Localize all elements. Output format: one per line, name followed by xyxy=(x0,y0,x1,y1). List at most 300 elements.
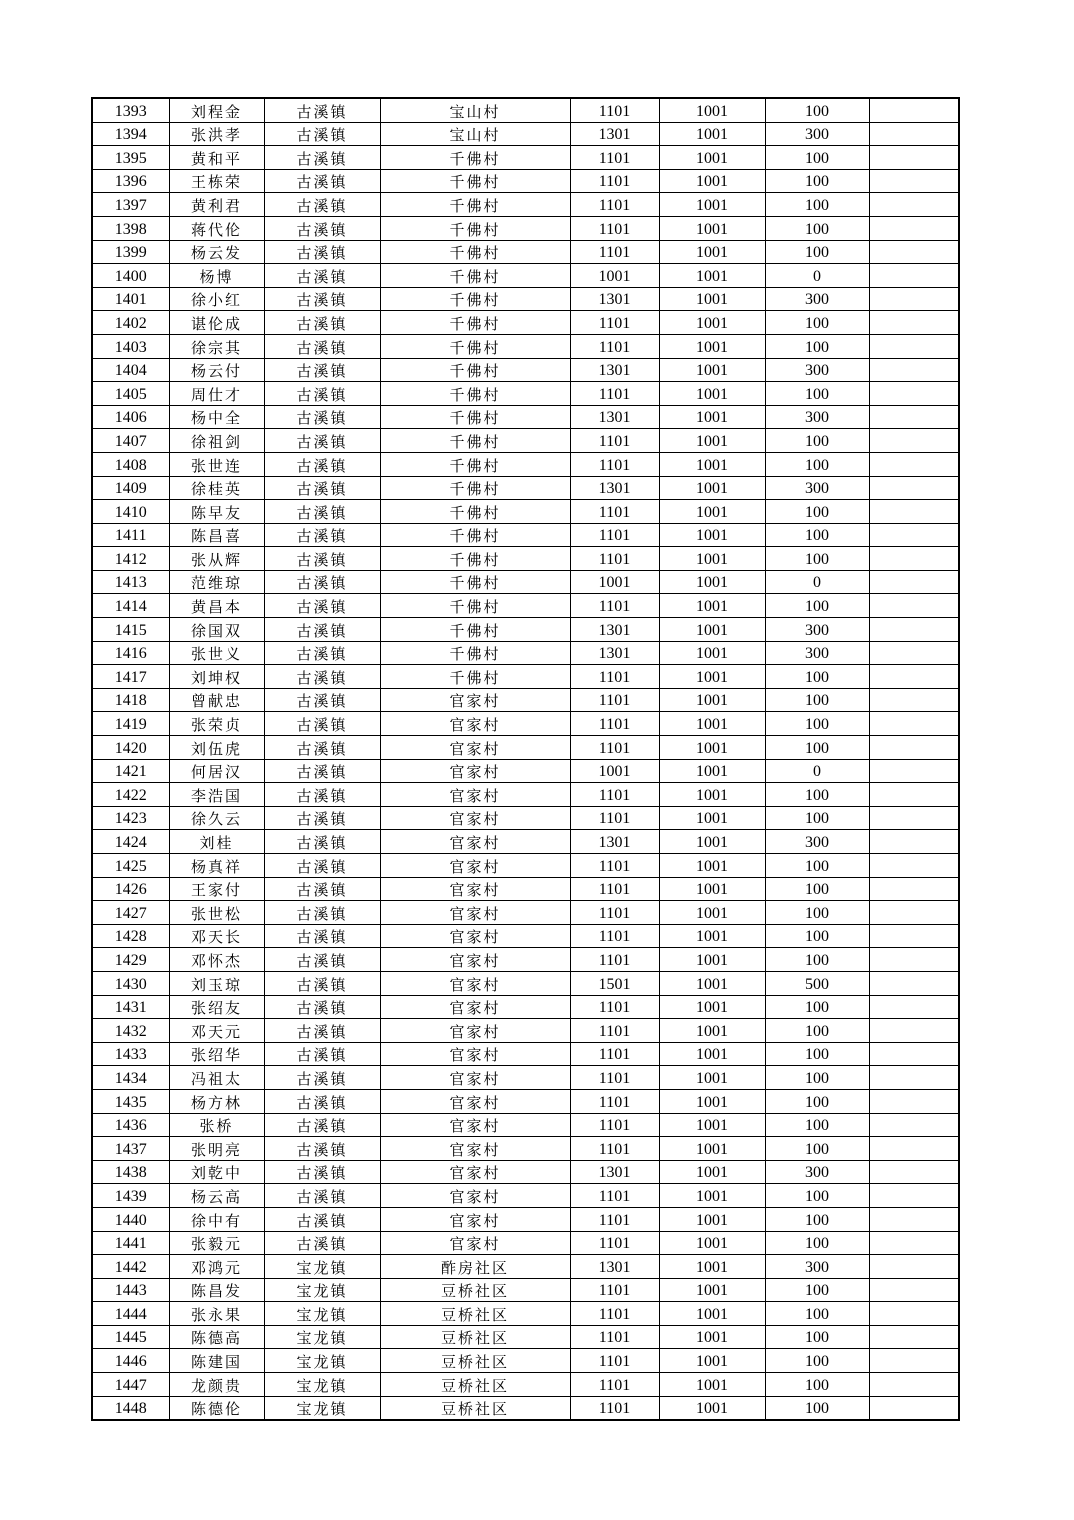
name-cell: 张绍友 xyxy=(169,995,264,1019)
code-b-cell: 1001 xyxy=(659,334,765,358)
remark-cell xyxy=(869,948,959,972)
name-cell: 黄利君 xyxy=(169,193,264,217)
name-cell: 李浩国 xyxy=(169,783,264,807)
town-cell: 古溪镇 xyxy=(264,948,380,972)
name-cell: 冯祖太 xyxy=(169,1066,264,1090)
code-b-cell: 1001 xyxy=(659,1019,765,1043)
table-row xyxy=(92,971,959,995)
village-cell: 官家村 xyxy=(380,688,570,712)
amount-cell: 100 xyxy=(765,1184,869,1208)
remark-cell xyxy=(869,1325,959,1349)
village-cell: 豆桥社区 xyxy=(380,1349,570,1373)
code-a-cell: 1101 xyxy=(570,854,659,878)
name-cell: 周仕才 xyxy=(169,382,264,406)
name-cell: 刘坤权 xyxy=(169,665,264,689)
village-cell: 千佛村 xyxy=(380,594,570,618)
amount-cell: 100 xyxy=(765,712,869,736)
name-cell: 徐小红 xyxy=(169,287,264,311)
village-cell: 官家村 xyxy=(380,830,570,854)
amount-cell: 300 xyxy=(765,476,869,500)
code-b-cell: 1001 xyxy=(659,641,765,665)
remark-cell xyxy=(869,146,959,170)
amount-cell: 100 xyxy=(765,1302,869,1326)
village-cell: 千佛村 xyxy=(380,240,570,264)
code-a-cell: 1101 xyxy=(570,523,659,547)
amount-cell: 100 xyxy=(765,334,869,358)
amount-cell: 100 xyxy=(765,429,869,453)
code-b-cell: 1001 xyxy=(659,1302,765,1326)
name-cell: 徐久云 xyxy=(169,806,264,830)
index-cell: 1415 xyxy=(92,618,169,642)
remark-cell xyxy=(869,971,959,995)
index-cell: 1404 xyxy=(92,358,169,382)
village-cell: 千佛村 xyxy=(380,452,570,476)
code-b-cell: 1001 xyxy=(659,971,765,995)
remark-cell xyxy=(869,334,959,358)
name-cell: 张洪孝 xyxy=(169,122,264,146)
town-cell: 古溪镇 xyxy=(264,240,380,264)
index-cell: 1417 xyxy=(92,665,169,689)
town-cell: 古溪镇 xyxy=(264,1137,380,1161)
code-a-cell: 1101 xyxy=(570,995,659,1019)
name-cell: 陈德伦 xyxy=(169,1396,264,1420)
name-cell: 邓天长 xyxy=(169,924,264,948)
amount-cell: 100 xyxy=(765,1113,869,1137)
code-a-cell: 1101 xyxy=(570,500,659,524)
town-cell: 古溪镇 xyxy=(264,146,380,170)
remark-cell xyxy=(869,1207,959,1231)
name-cell: 何居汉 xyxy=(169,759,264,783)
code-a-cell: 1101 xyxy=(570,1113,659,1137)
table-row xyxy=(92,240,959,264)
code-b-cell: 1001 xyxy=(659,736,765,760)
remark-cell xyxy=(869,405,959,429)
table-row xyxy=(92,122,959,146)
remark-cell xyxy=(869,854,959,878)
town-cell: 古溪镇 xyxy=(264,1113,380,1137)
index-cell: 1444 xyxy=(92,1302,169,1326)
table-row xyxy=(92,570,959,594)
village-cell: 豆桥社区 xyxy=(380,1396,570,1420)
remark-cell xyxy=(869,523,959,547)
amount-cell: 100 xyxy=(765,924,869,948)
code-a-cell: 1301 xyxy=(570,358,659,382)
amount-cell: 100 xyxy=(765,806,869,830)
index-cell: 1408 xyxy=(92,452,169,476)
table-row xyxy=(92,523,959,547)
table-row xyxy=(92,665,959,689)
amount-cell: 300 xyxy=(765,1255,869,1279)
index-cell: 1400 xyxy=(92,264,169,288)
code-a-cell: 1101 xyxy=(570,1325,659,1349)
code-b-cell: 1001 xyxy=(659,1184,765,1208)
remark-cell xyxy=(869,122,959,146)
village-cell: 千佛村 xyxy=(380,547,570,571)
index-cell: 1435 xyxy=(92,1089,169,1113)
index-cell: 1399 xyxy=(92,240,169,264)
index-cell: 1432 xyxy=(92,1019,169,1043)
remark-cell xyxy=(869,429,959,453)
village-cell: 千佛村 xyxy=(380,358,570,382)
table-row xyxy=(92,382,959,406)
code-b-cell: 1001 xyxy=(659,1137,765,1161)
code-b-cell: 1001 xyxy=(659,1325,765,1349)
code-a-cell: 1101 xyxy=(570,806,659,830)
code-a-cell: 1301 xyxy=(570,476,659,500)
code-b-cell: 1001 xyxy=(659,783,765,807)
code-a-cell: 1101 xyxy=(570,1042,659,1066)
town-cell: 宝龙镇 xyxy=(264,1278,380,1302)
town-cell: 古溪镇 xyxy=(264,1019,380,1043)
index-cell: 1447 xyxy=(92,1373,169,1397)
table-row xyxy=(92,1396,959,1420)
village-cell: 官家村 xyxy=(380,1066,570,1090)
index-cell: 1403 xyxy=(92,334,169,358)
name-cell: 黄昌本 xyxy=(169,594,264,618)
town-cell: 古溪镇 xyxy=(264,358,380,382)
remark-cell xyxy=(869,783,959,807)
code-b-cell: 1001 xyxy=(659,523,765,547)
index-cell: 1397 xyxy=(92,193,169,217)
amount-cell: 100 xyxy=(765,1089,869,1113)
remark-cell xyxy=(869,1231,959,1255)
data-table xyxy=(91,97,960,1421)
code-a-cell: 1101 xyxy=(570,783,659,807)
code-a-cell: 1301 xyxy=(570,405,659,429)
village-cell: 千佛村 xyxy=(380,500,570,524)
code-a-cell: 1101 xyxy=(570,216,659,240)
amount-cell: 100 xyxy=(765,1042,869,1066)
village-cell: 官家村 xyxy=(380,1184,570,1208)
index-cell: 1441 xyxy=(92,1231,169,1255)
name-cell: 刘程金 xyxy=(169,98,264,122)
town-cell: 古溪镇 xyxy=(264,688,380,712)
amount-cell: 100 xyxy=(765,1396,869,1420)
town-cell: 古溪镇 xyxy=(264,1042,380,1066)
table-row xyxy=(92,311,959,335)
town-cell: 古溪镇 xyxy=(264,901,380,925)
name-cell: 陈早友 xyxy=(169,500,264,524)
town-cell: 古溪镇 xyxy=(264,1184,380,1208)
town-cell: 古溪镇 xyxy=(264,594,380,618)
name-cell: 陈德高 xyxy=(169,1325,264,1349)
table-row xyxy=(92,806,959,830)
index-cell: 1426 xyxy=(92,877,169,901)
index-cell: 1420 xyxy=(92,736,169,760)
amount-cell: 100 xyxy=(765,452,869,476)
index-cell: 1439 xyxy=(92,1184,169,1208)
name-cell: 张明亮 xyxy=(169,1137,264,1161)
table-row xyxy=(92,830,959,854)
index-cell: 1418 xyxy=(92,688,169,712)
remark-cell xyxy=(869,924,959,948)
amount-cell: 100 xyxy=(765,877,869,901)
table-row xyxy=(92,1113,959,1137)
village-cell: 酢房社区 xyxy=(380,1255,570,1279)
name-cell: 杨真祥 xyxy=(169,854,264,878)
village-cell: 千佛村 xyxy=(380,429,570,453)
code-b-cell: 1001 xyxy=(659,382,765,406)
table-row xyxy=(92,1066,959,1090)
code-b-cell: 1001 xyxy=(659,901,765,925)
remark-cell xyxy=(869,665,959,689)
town-cell: 宝龙镇 xyxy=(264,1302,380,1326)
amount-cell: 300 xyxy=(765,618,869,642)
town-cell: 古溪镇 xyxy=(264,523,380,547)
town-cell: 古溪镇 xyxy=(264,311,380,335)
name-cell: 陈建国 xyxy=(169,1349,264,1373)
table-row xyxy=(92,688,959,712)
town-cell: 宝龙镇 xyxy=(264,1349,380,1373)
town-cell: 古溪镇 xyxy=(264,429,380,453)
code-a-cell: 1101 xyxy=(570,1089,659,1113)
code-a-cell: 1101 xyxy=(570,452,659,476)
index-cell: 1433 xyxy=(92,1042,169,1066)
remark-cell xyxy=(869,1160,959,1184)
town-cell: 古溪镇 xyxy=(264,334,380,358)
code-b-cell: 1001 xyxy=(659,193,765,217)
village-cell: 官家村 xyxy=(380,759,570,783)
remark-cell xyxy=(869,500,959,524)
table-row xyxy=(92,1349,959,1373)
table-body xyxy=(92,98,959,1420)
remark-cell xyxy=(869,736,959,760)
amount-cell: 100 xyxy=(765,688,869,712)
table-row xyxy=(92,98,959,122)
code-a-cell: 1101 xyxy=(570,240,659,264)
village-cell: 豆桥社区 xyxy=(380,1302,570,1326)
village-cell: 官家村 xyxy=(380,1113,570,1137)
table-row xyxy=(92,924,959,948)
amount-cell: 0 xyxy=(765,570,869,594)
index-cell: 1411 xyxy=(92,523,169,547)
table-row xyxy=(92,877,959,901)
remark-cell xyxy=(869,1373,959,1397)
index-cell: 1394 xyxy=(92,122,169,146)
town-cell: 古溪镇 xyxy=(264,500,380,524)
amount-cell: 100 xyxy=(765,98,869,122)
amount-cell: 100 xyxy=(765,240,869,264)
village-cell: 千佛村 xyxy=(380,641,570,665)
name-cell: 邓鸿元 xyxy=(169,1255,264,1279)
code-a-cell: 1101 xyxy=(570,429,659,453)
name-cell: 杨中全 xyxy=(169,405,264,429)
table-row xyxy=(92,1160,959,1184)
index-cell: 1431 xyxy=(92,995,169,1019)
code-b-cell: 1001 xyxy=(659,98,765,122)
remark-cell xyxy=(869,759,959,783)
amount-cell: 100 xyxy=(765,1231,869,1255)
table-row xyxy=(92,358,959,382)
name-cell: 张世松 xyxy=(169,901,264,925)
code-b-cell: 1001 xyxy=(659,1207,765,1231)
remark-cell xyxy=(869,688,959,712)
table-row xyxy=(92,264,959,288)
village-cell: 千佛村 xyxy=(380,193,570,217)
code-b-cell: 1001 xyxy=(659,712,765,736)
town-cell: 古溪镇 xyxy=(264,122,380,146)
remark-cell xyxy=(869,1089,959,1113)
name-cell: 王栋荣 xyxy=(169,169,264,193)
remark-cell xyxy=(869,1137,959,1161)
code-a-cell: 1001 xyxy=(570,570,659,594)
name-cell: 邓怀杰 xyxy=(169,948,264,972)
code-a-cell: 1101 xyxy=(570,688,659,712)
code-b-cell: 1001 xyxy=(659,854,765,878)
amount-cell: 100 xyxy=(765,1019,869,1043)
village-cell: 千佛村 xyxy=(380,570,570,594)
amount-cell: 0 xyxy=(765,264,869,288)
index-cell: 1395 xyxy=(92,146,169,170)
remark-cell xyxy=(869,452,959,476)
table-row xyxy=(92,1373,959,1397)
code-b-cell: 1001 xyxy=(659,759,765,783)
amount-cell: 300 xyxy=(765,830,869,854)
village-cell: 豆桥社区 xyxy=(380,1278,570,1302)
amount-cell: 300 xyxy=(765,287,869,311)
village-cell: 官家村 xyxy=(380,1231,570,1255)
remark-cell xyxy=(869,240,959,264)
amount-cell: 100 xyxy=(765,854,869,878)
name-cell: 杨云高 xyxy=(169,1184,264,1208)
table-row xyxy=(92,405,959,429)
amount-cell: 100 xyxy=(765,193,869,217)
code-b-cell: 1001 xyxy=(659,264,765,288)
table-row xyxy=(92,1255,959,1279)
code-a-cell: 1101 xyxy=(570,736,659,760)
code-b-cell: 1001 xyxy=(659,169,765,193)
index-cell: 1437 xyxy=(92,1137,169,1161)
town-cell: 古溪镇 xyxy=(264,736,380,760)
village-cell: 官家村 xyxy=(380,1137,570,1161)
town-cell: 宝龙镇 xyxy=(264,1396,380,1420)
remark-cell xyxy=(869,358,959,382)
code-b-cell: 1001 xyxy=(659,146,765,170)
code-b-cell: 1001 xyxy=(659,429,765,453)
name-cell: 张毅元 xyxy=(169,1231,264,1255)
village-cell: 千佛村 xyxy=(380,523,570,547)
name-cell: 刘桂 xyxy=(169,830,264,854)
table-row xyxy=(92,1042,959,1066)
table-row xyxy=(92,736,959,760)
code-a-cell: 1101 xyxy=(570,1019,659,1043)
table-row xyxy=(92,618,959,642)
table-row xyxy=(92,854,959,878)
town-cell: 古溪镇 xyxy=(264,759,380,783)
index-cell: 1398 xyxy=(92,216,169,240)
index-cell: 1427 xyxy=(92,901,169,925)
name-cell: 杨方林 xyxy=(169,1089,264,1113)
code-a-cell: 1101 xyxy=(570,924,659,948)
remark-cell xyxy=(869,641,959,665)
index-cell: 1422 xyxy=(92,783,169,807)
remark-cell xyxy=(869,311,959,335)
code-a-cell: 1101 xyxy=(570,1396,659,1420)
index-cell: 1424 xyxy=(92,830,169,854)
name-cell: 谌伦成 xyxy=(169,311,264,335)
index-cell: 1443 xyxy=(92,1278,169,1302)
amount-cell: 100 xyxy=(765,736,869,760)
town-cell: 古溪镇 xyxy=(264,854,380,878)
amount-cell: 100 xyxy=(765,594,869,618)
code-a-cell: 1301 xyxy=(570,618,659,642)
code-b-cell: 1001 xyxy=(659,500,765,524)
remark-cell xyxy=(869,1302,959,1326)
remark-cell xyxy=(869,1278,959,1302)
name-cell: 王家付 xyxy=(169,877,264,901)
table-row xyxy=(92,641,959,665)
code-b-cell: 1001 xyxy=(659,688,765,712)
code-a-cell: 1101 xyxy=(570,98,659,122)
remark-cell xyxy=(869,287,959,311)
town-cell: 古溪镇 xyxy=(264,618,380,642)
remark-cell xyxy=(869,1255,959,1279)
code-a-cell: 1101 xyxy=(570,948,659,972)
code-a-cell: 1101 xyxy=(570,1349,659,1373)
amount-cell: 300 xyxy=(765,1160,869,1184)
village-cell: 官家村 xyxy=(380,783,570,807)
remark-cell xyxy=(869,806,959,830)
name-cell: 陈昌发 xyxy=(169,1278,264,1302)
town-cell: 古溪镇 xyxy=(264,806,380,830)
remark-cell xyxy=(869,901,959,925)
table-row xyxy=(92,452,959,476)
table-row xyxy=(92,169,959,193)
code-b-cell: 1001 xyxy=(659,1396,765,1420)
code-a-cell: 1301 xyxy=(570,1255,659,1279)
code-b-cell: 1001 xyxy=(659,1089,765,1113)
code-a-cell: 1101 xyxy=(570,334,659,358)
name-cell: 徐中有 xyxy=(169,1207,264,1231)
village-cell: 官家村 xyxy=(380,995,570,1019)
code-a-cell: 1101 xyxy=(570,1137,659,1161)
name-cell: 蒋代伦 xyxy=(169,216,264,240)
amount-cell: 100 xyxy=(765,382,869,406)
code-a-cell: 1101 xyxy=(570,169,659,193)
code-b-cell: 1001 xyxy=(659,216,765,240)
index-cell: 1430 xyxy=(92,971,169,995)
code-a-cell: 1101 xyxy=(570,1231,659,1255)
table-row xyxy=(92,712,959,736)
town-cell: 古溪镇 xyxy=(264,783,380,807)
code-a-cell: 1101 xyxy=(570,1066,659,1090)
index-cell: 1445 xyxy=(92,1325,169,1349)
amount-cell: 0 xyxy=(765,759,869,783)
name-cell: 曾献忠 xyxy=(169,688,264,712)
table-row xyxy=(92,1302,959,1326)
code-a-cell: 1101 xyxy=(570,1207,659,1231)
table-row xyxy=(92,146,959,170)
name-cell: 范维琼 xyxy=(169,570,264,594)
code-b-cell: 1001 xyxy=(659,311,765,335)
name-cell: 张世连 xyxy=(169,452,264,476)
village-cell: 官家村 xyxy=(380,1160,570,1184)
village-cell: 官家村 xyxy=(380,924,570,948)
village-cell: 千佛村 xyxy=(380,618,570,642)
code-b-cell: 1001 xyxy=(659,1113,765,1137)
town-cell: 古溪镇 xyxy=(264,1066,380,1090)
name-cell: 杨云发 xyxy=(169,240,264,264)
village-cell: 千佛村 xyxy=(380,287,570,311)
index-cell: 1412 xyxy=(92,547,169,571)
village-cell: 豆桥社区 xyxy=(380,1325,570,1349)
amount-cell: 100 xyxy=(765,901,869,925)
index-cell: 1416 xyxy=(92,641,169,665)
amount-cell: 100 xyxy=(765,1207,869,1231)
index-cell: 1446 xyxy=(92,1349,169,1373)
code-b-cell: 1001 xyxy=(659,1278,765,1302)
name-cell: 张荣贞 xyxy=(169,712,264,736)
